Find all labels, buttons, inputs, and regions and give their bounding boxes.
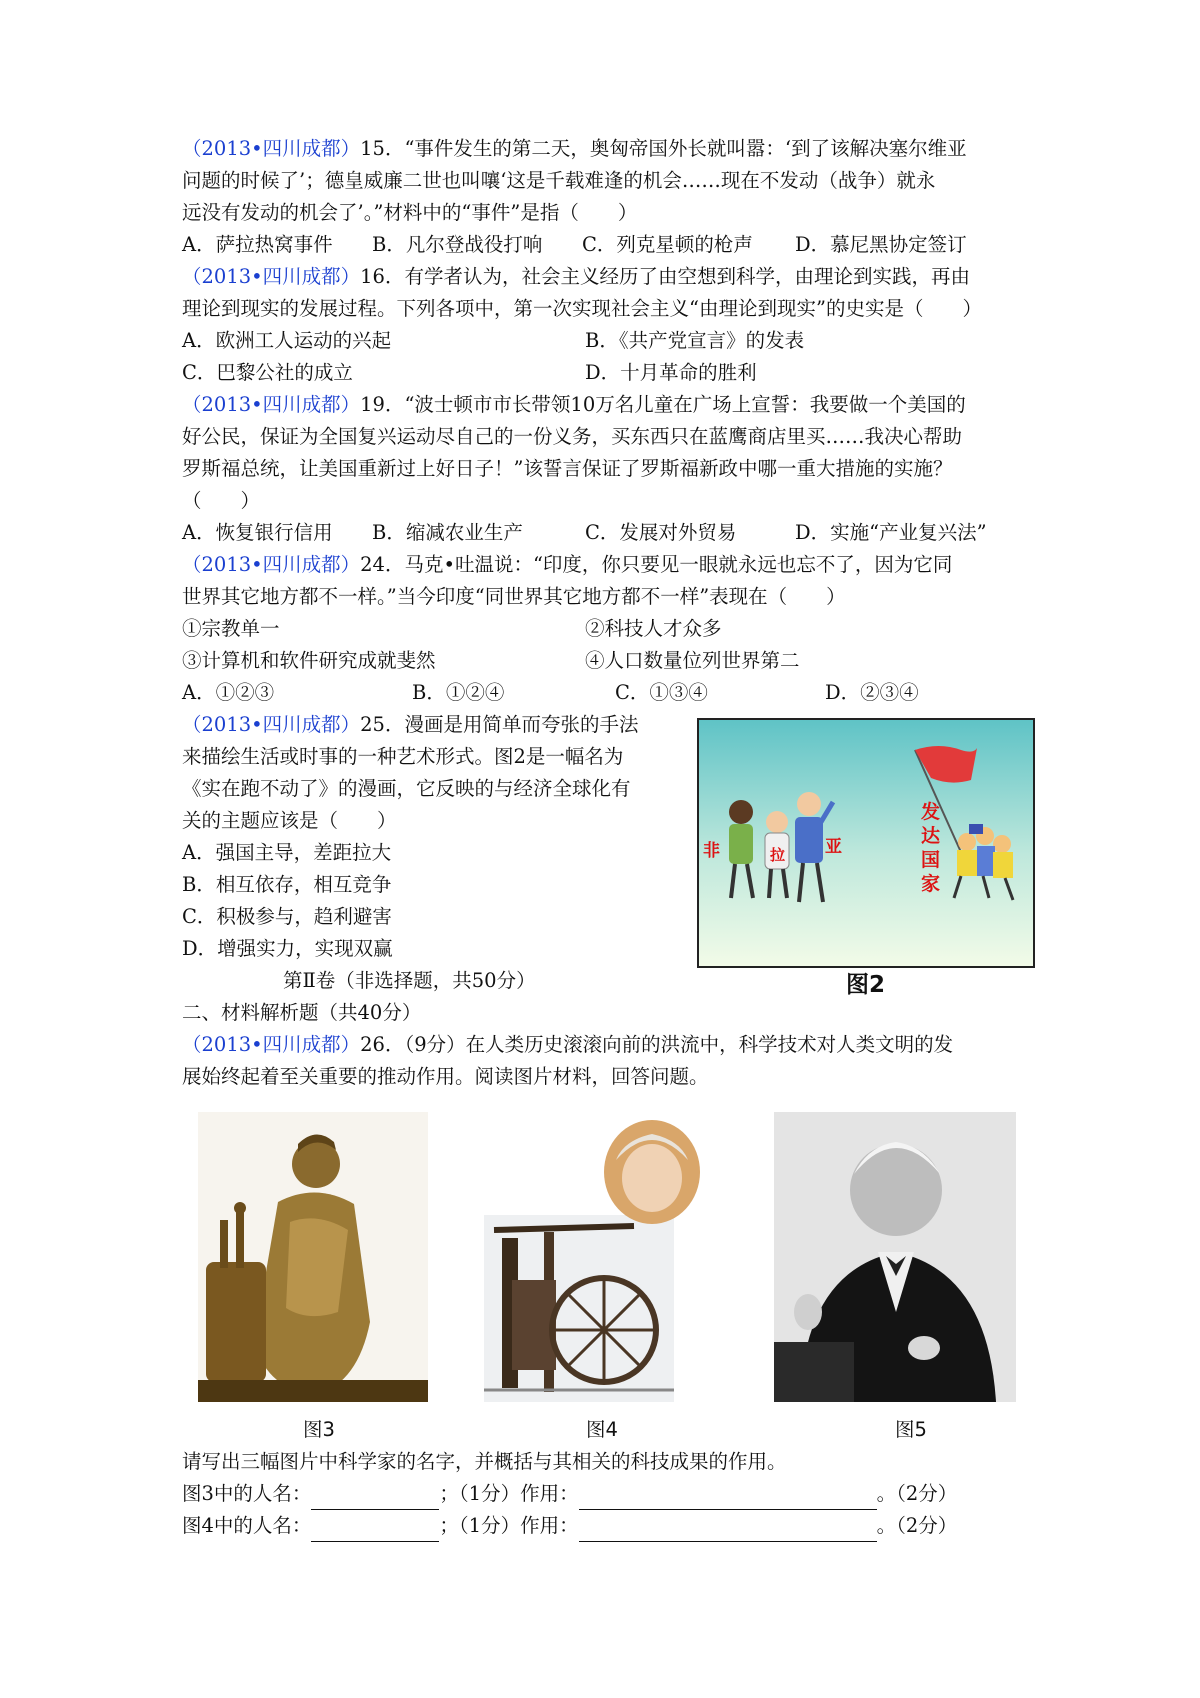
- q24-item-2: ②科技人才众多: [585, 617, 722, 640]
- q15-option-b: B．凡尔登战役打响: [372, 233, 543, 256]
- q19-line-3: 罗斯福总统，让美国重新过上好日子！”该誓言保证了罗斯福新政中哪一重大措施的实施？: [182, 457, 953, 480]
- figure-2-cartoon: [697, 718, 1035, 968]
- fill-label: 图4中的人名：: [182, 1514, 312, 1537]
- q26-line-1: （2013•四川成都）26．（9分）在人类历史滚滚向前的洪流中，科学技术对人类文明的发: [182, 1033, 954, 1056]
- figure-4-steam-engine: [484, 1120, 704, 1402]
- cartoon-vertical-text-3: 国: [921, 849, 941, 871]
- source-tag: （2013•四川成都）: [182, 137, 361, 160]
- cartoon-vertical-text-4: 家: [921, 873, 941, 895]
- q24-item-1: ①宗教单一: [182, 617, 280, 640]
- q15-option-a: A．萨拉热窝事件: [182, 233, 333, 256]
- cartoon-label-3: 亚: [825, 837, 842, 857]
- q25-line-1: （2013•四川成都）25．漫画是用简单而夸张的手法: [182, 713, 639, 736]
- cartoon-label-1: 非: [703, 841, 720, 861]
- q19-line-4: （ ）: [182, 489, 261, 512]
- figure-3-caption: 图3: [303, 1418, 335, 1441]
- q19-line-2: 好公民，保证为全国复兴运动尽自己的一份义务，买东西只在蓝鹰商店里买……我决心帮助: [182, 425, 963, 448]
- cartoon-drawing: [699, 720, 1033, 966]
- figure-5-caption: 图5: [895, 1418, 927, 1441]
- source-tag: （2013•四川成都）: [182, 1033, 361, 1056]
- part-2-title: 第Ⅱ卷（非选择题，共50分）: [283, 969, 536, 992]
- q24-line-2: 世界其它地方都不一样。”当今印度“同世界其它地方都不一样”表现在（ ）: [182, 585, 846, 608]
- cartoon-label-2: 拉: [770, 846, 786, 864]
- cartoon-vertical-text-2: 达: [921, 825, 941, 847]
- name-blank-fig4[interactable]: [311, 1519, 439, 1542]
- q24-item-4: ④人口数量位列世界第二: [585, 649, 800, 672]
- q16-option-d: D．十月革命的胜利: [585, 361, 757, 384]
- q25-line-2: 来描绘生活或时事的一种艺术形式。图2是一幅名为: [182, 745, 624, 768]
- q25-option-d: D．增强实力，实现双赢: [182, 937, 393, 960]
- q24-option-b: B．①②④: [412, 681, 505, 704]
- q26-fill-row-1: [182, 1478, 957, 1510]
- figure-2-caption: 图2: [846, 972, 886, 998]
- q16-option-b: B．《共产党宣言》的发表: [585, 329, 805, 352]
- q24-option-a: A．①②③: [182, 681, 275, 704]
- q19-option-c: C．发展对外贸易: [585, 521, 737, 544]
- figure-3-statue: [198, 1112, 428, 1402]
- photo-drawing: [774, 1112, 1016, 1402]
- fill-mid: ；（1分）作用：: [439, 1482, 579, 1505]
- figure-5-photo: [774, 1112, 1016, 1402]
- q26-prompt: 请写出三幅图片中科学家的名字，并概括与其相关的科技成果的作用。: [182, 1450, 787, 1473]
- fill-end: 。（2分）: [876, 1482, 958, 1505]
- steam-engine-drawing: [484, 1120, 704, 1402]
- fill-end: 。（2分）: [876, 1514, 958, 1537]
- effect-blank-fig3[interactable]: [579, 1487, 877, 1510]
- source-tag: （2013•四川成都）: [182, 265, 361, 288]
- statue-drawing: [198, 1112, 428, 1402]
- q24-line-1: （2013•四川成都）24．马克•吐温说：“印度，你只要见一眼就永远也忘不了，因为它同: [182, 553, 953, 576]
- source-tag: （2013•四川成都）: [182, 393, 361, 416]
- q16-line-2: 理论到现实的发展过程。下列各项中，第一次实现社会主义“由理论到现实”的史实是（ ）: [182, 297, 982, 320]
- q19-option-d: D．实施“产业复兴法”: [795, 521, 987, 544]
- fill-label: 图3中的人名：: [182, 1482, 312, 1505]
- q25-line-3: 《实在跑不动了》的漫画，它反映的与经济全球化有: [182, 777, 631, 800]
- section-2-title: 二、材料解析题（共40分）: [182, 1001, 422, 1024]
- q25-line-4: 关的主题应该是（ ）: [182, 809, 397, 832]
- q25-option-a: A．强国主导，差距拉大: [182, 841, 392, 864]
- q24-option-d: D．②③④: [825, 681, 919, 704]
- q19-option-b: B．缩减农业生产: [372, 521, 523, 544]
- q16-line-1: （2013•四川成都）16．有学者认为，社会主义经历了由空想到科学，由理论到实践，再由: [182, 265, 970, 288]
- q15-option-c: C．列克星顿的枪声: [582, 233, 753, 256]
- name-blank-fig3[interactable]: [311, 1487, 439, 1510]
- q26-line-2: 展始终起着至关重要的推动作用。阅读图片材料，回答问题。: [182, 1065, 709, 1088]
- q19-line-1: （2013•四川成都）19．“波士顿市市长带领10万名儿童在广场上宣誓：我要做一个美国的: [182, 393, 966, 416]
- fill-mid: ；（1分）作用：: [439, 1514, 579, 1537]
- q16-option-a: A．欧洲工人运动的兴起: [182, 329, 392, 352]
- q15-line-2: 问题的时候了’；德皇威廉二世也叫嚷‘这是千载难逢的机会……现在不发动（战争）就永: [182, 169, 936, 192]
- source-tag: （2013•四川成都）: [182, 553, 361, 576]
- q25-option-c: C．积极参与，趋利避害: [182, 905, 392, 928]
- q19-option-a: A．恢复银行信用: [182, 521, 333, 544]
- q15-line-1: （2013•四川成都）15．“事件发生的第二天，奥匈帝国外长就叫嚣：‘到了该解决塞尔维亚: [182, 137, 967, 160]
- q15-option-d: D．慕尼黑协定签订: [795, 233, 967, 256]
- q26-fill-row-2: [182, 1510, 957, 1542]
- source-tag: （2013•四川成都）: [182, 713, 361, 736]
- effect-blank-fig4[interactable]: [579, 1519, 877, 1542]
- q25-option-b: B．相互依存，相互竞争: [182, 873, 392, 896]
- q16-option-c: C．巴黎公社的成立: [182, 361, 353, 384]
- figure-4-caption: 图4: [586, 1418, 618, 1441]
- q24-item-3: ③计算机和软件研究成就斐然: [182, 649, 436, 672]
- cartoon-vertical-text-1: 发: [921, 801, 941, 823]
- q24-option-c: C．①③④: [615, 681, 708, 704]
- q15-line-3: 远没有发动的机会了’。”材料中的“事件”是指（ ）: [182, 201, 638, 224]
